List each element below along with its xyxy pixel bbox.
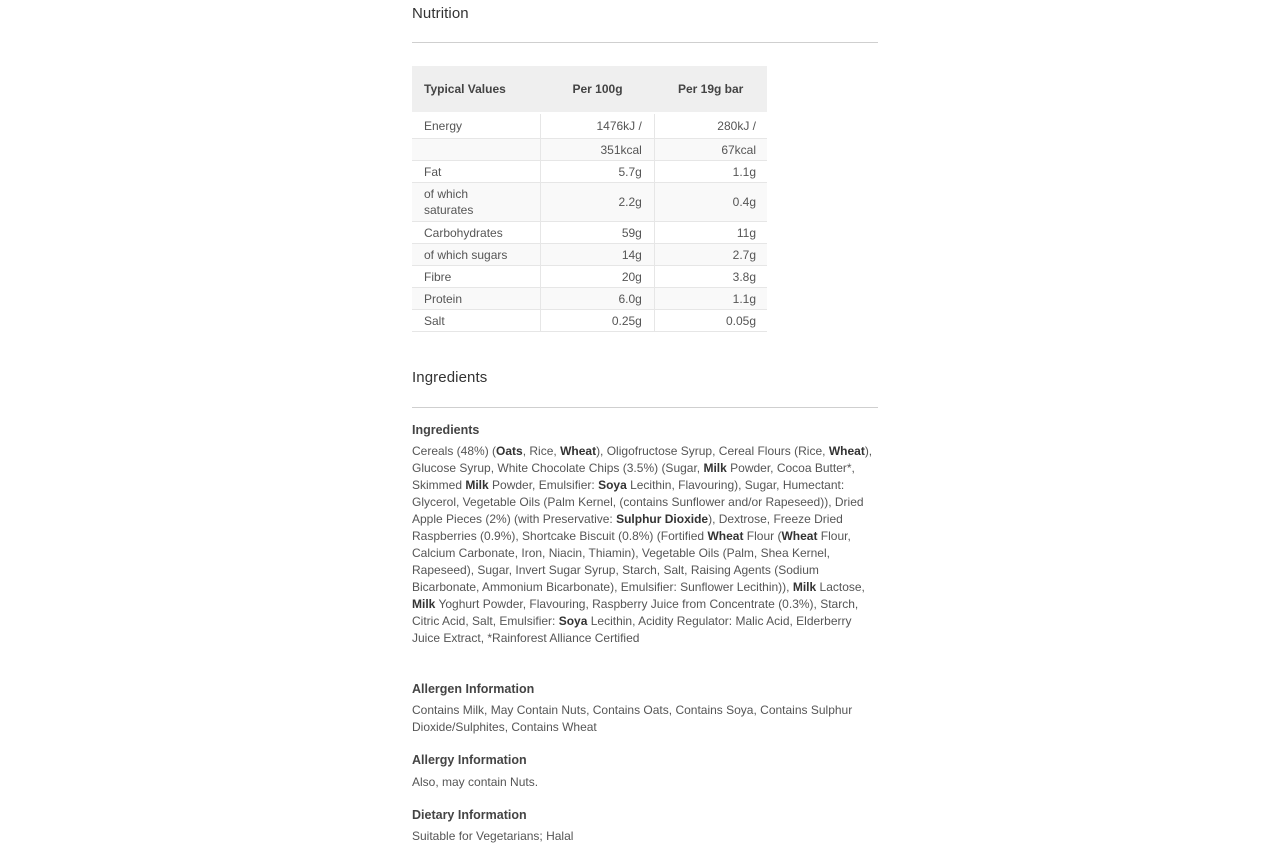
allergen-highlight: Soya (558, 614, 588, 628)
ingredient-text-segment: Flour ( (743, 529, 782, 543)
nutrition-title: Nutrition (412, 5, 469, 22)
allergen-highlight: Milk (792, 580, 817, 594)
table-row-carbohydrates (412, 222, 767, 244)
ingredient-text-segment: Powder, Emulsifier: (488, 478, 599, 492)
allergen-highlight: Wheat (560, 444, 597, 458)
row-per-bar: 280kJ / (654, 114, 767, 139)
ingredient-text-segment: Lecithin, Flavouring), Sugar, Humectant: Glycerol, Vegetable Oils (Palm Kernel, (contains Sunflower and/or Rapeseed)), Dried Apple Pieces (2%) (with Preservative: (412, 478, 864, 526)
allergen-highlight: Wheat (781, 529, 818, 543)
row-per-bar: 2.7g (654, 244, 767, 266)
allergen-highlight: Wheat (707, 529, 744, 543)
row-per-100g: 2.2g (541, 183, 655, 222)
ingredient-text-segment: Powder, Cocoa Butter*, Skimmed (412, 461, 855, 492)
row-per-100g: 59g (541, 222, 655, 244)
nutrition-table-header (412, 66, 767, 112)
header-per-bar: Per 19g bar (654, 66, 767, 112)
ingredient-text-segment: Cereals (48%) ( (412, 444, 497, 458)
row-label: Carbohydrates (412, 222, 541, 244)
row-per-100g: 6.0g (541, 288, 655, 310)
table-row-sugars (412, 244, 767, 266)
ingredient-text-segment: , Rice, (522, 444, 561, 458)
row-per-100g: 20g (541, 266, 655, 288)
nutrition-table (412, 66, 767, 332)
allergen-highlight: Milk (465, 478, 489, 492)
ingredient-text-segment: Lactose, (816, 580, 865, 594)
row-label: Fat (412, 161, 541, 183)
row-per-100g: 1476kJ / (541, 114, 655, 139)
table-row-protein (412, 288, 767, 310)
row-per-bar: 67kcal (654, 139, 767, 161)
ingredients-title: Ingredients (412, 369, 488, 386)
row-label: Salt (412, 310, 541, 332)
ingredient-text-segment: ), Glucose Syrup, White Chocolate Chips (3.5%) (Sugar, (412, 444, 873, 475)
table-row-fibre (412, 266, 767, 288)
row-per-100g: 5.7g (541, 161, 655, 183)
row-per-100g: 0.25g (541, 310, 655, 332)
allergy-text: Also, may contain Nuts. (412, 775, 539, 789)
ingredients-subheading: Ingredients (412, 423, 480, 437)
row-label: of which sugars (412, 244, 541, 266)
allergy-heading: Allergy Information (412, 753, 527, 767)
allergen-highlight: Milk (412, 597, 436, 611)
row-label: Fibre (412, 266, 541, 288)
table-row-fat (412, 161, 767, 183)
dietary-heading: Dietary Information (412, 808, 527, 822)
allergen-highlight: Sulphur Dioxide (616, 512, 709, 526)
allergen-text: Contains Milk, May Contain Nuts, Contains Oats, Contains Soya, Contains Sulphur Dioxide/Sulphites, Contains Wheat (412, 703, 853, 734)
ingredient-text-segment: Flour, Calcium Carbonate, Iron, Niacin, Thiamin), Vegetable Oils (Palm, Shea Kernel, Rapeseed), Sugar, Invert Sugar Syrup, Starch, Salt, Raising Agents (Sodium Bicarbonate, Ammonium Bicarbonate), Emulsifier: Sunflower Lecithin)), (412, 529, 851, 594)
row-per-bar: 0.4g (654, 183, 767, 222)
ingredient-text-segment: ), Dextrose, Freeze Dried Raspberries (0.9%), Shortcake Biscuit (0.8%) (Fortified (412, 512, 843, 543)
allergen-highlight: Soya (598, 478, 627, 492)
row-per-bar: 3.8g (654, 266, 767, 288)
header-typical-values: Typical Values (412, 66, 541, 112)
allergen-heading: Allergen Information (412, 682, 535, 696)
nutrition-divider (412, 42, 878, 43)
row-label: of which saturates (412, 183, 541, 222)
ingredient-text-segment: ), Oligofructose Syrup, Cereal Flours (Rice, (596, 444, 829, 458)
row-label (412, 139, 541, 161)
row-label: Energy (412, 114, 541, 139)
row-per-100g: 14g (541, 244, 655, 266)
allergen-highlight: Oats (496, 444, 523, 458)
row-per-bar: 11g (654, 222, 767, 244)
table-row-salt (412, 310, 767, 332)
allergen-highlight: Wheat (828, 444, 865, 458)
row-per-bar: 0.05g (654, 310, 767, 332)
row-per-bar: 1.1g (654, 288, 767, 310)
dietary-text: Suitable for Vegetarians; Halal (412, 829, 574, 843)
table-row-energy-kcal (412, 139, 767, 161)
ingredient-text-segment: Lecithin, Acidity Regulator: Malic Acid, Elderberry Juice Extract, *Rainforest Alliance Certified (412, 614, 852, 645)
ingredients-divider (412, 407, 878, 408)
row-per-100g: 351kcal (541, 139, 655, 161)
header-per-100g: Per 100g (541, 66, 655, 112)
table-row-saturates (412, 183, 767, 222)
row-label: Protein (412, 288, 541, 310)
ingredient-text-segment: Yoghurt Powder, Flavouring, Raspberry Juice from Concentrate (0.3%), Starch, Citric Acid, Salt, Emulsifier: (412, 597, 859, 628)
ingredients-text (412, 443, 880, 647)
table-row-energy-kj (412, 114, 767, 139)
allergen-highlight: Milk (703, 461, 727, 475)
row-per-bar: 1.1g (654, 161, 767, 183)
